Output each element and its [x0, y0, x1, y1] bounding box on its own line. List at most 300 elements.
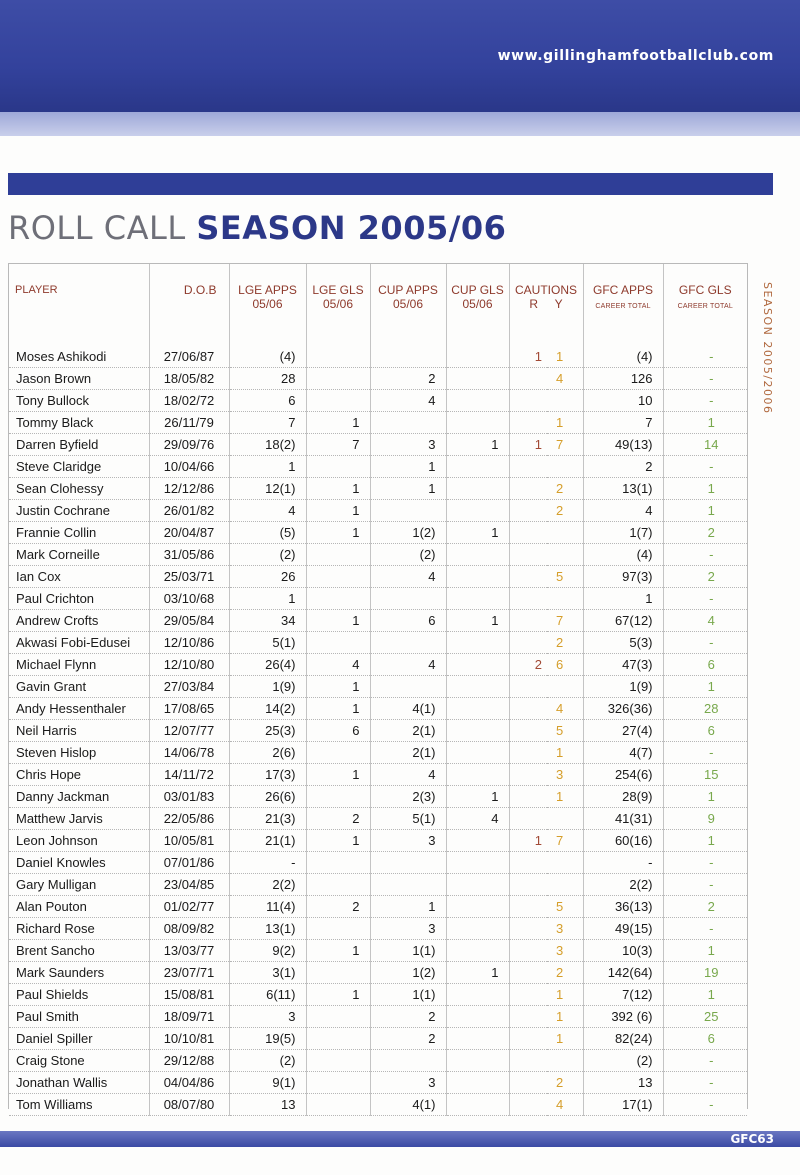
cell-cup-apps: 4 — [370, 764, 446, 786]
table-row — [9, 1006, 747, 1028]
cell-cup-gls — [446, 918, 509, 940]
cell-player: Matthew Jarvis — [9, 808, 149, 830]
cell-player: Ian Cox — [9, 566, 149, 588]
cell-lge-apps: (2) — [229, 1050, 306, 1072]
cell-cautions-yellow — [547, 676, 583, 698]
cell-dob: 17/08/65 — [149, 698, 229, 720]
table-row — [9, 940, 747, 962]
page-title — [8, 208, 506, 248]
cell-gfc-gls: - — [663, 918, 747, 940]
table-row — [9, 896, 747, 918]
cell-player: Paul Shields — [9, 984, 149, 1006]
cell-cup-gls — [446, 632, 509, 654]
cell-gfc-apps: (4) — [583, 544, 663, 566]
cell-player: Tommy Black — [9, 412, 149, 434]
cell-dob: 18/02/72 — [149, 390, 229, 412]
cell-gfc-gls: 1 — [663, 500, 747, 522]
cell-cup-apps — [370, 852, 446, 874]
cell-lge-gls — [306, 346, 370, 368]
cell-cup-apps: (2) — [370, 544, 446, 566]
cell-cup-gls: 1 — [446, 610, 509, 632]
cell-cautions-red — [509, 786, 547, 808]
cell-dob: 26/11/79 — [149, 412, 229, 434]
cell-dob: 03/01/83 — [149, 786, 229, 808]
cell-cautions-red — [509, 676, 547, 698]
cell-lge-apps: 25(3) — [229, 720, 306, 742]
cell-lge-gls — [306, 390, 370, 412]
cell-cup-apps: 1 — [370, 478, 446, 500]
cell-cup-gls — [446, 544, 509, 566]
table-row — [9, 962, 747, 984]
cell-cautions-red — [509, 1050, 547, 1072]
cell-lge-gls: 7 — [306, 434, 370, 456]
table-row — [9, 742, 747, 764]
cell-player: Neil Harris — [9, 720, 149, 742]
cell-lge-gls: 1 — [306, 500, 370, 522]
cell-player: Jonathan Wallis — [9, 1072, 149, 1094]
cell-gfc-apps: 1(7) — [583, 522, 663, 544]
cell-player: Darren Byfield — [9, 434, 149, 456]
cell-lge-gls: 1 — [306, 984, 370, 1006]
cell-cup-apps — [370, 874, 446, 896]
title-season: SEASON 2005/06 — [196, 209, 507, 247]
cell-cautions-red — [509, 984, 547, 1006]
cell-cup-gls — [446, 720, 509, 742]
cell-gfc-gls: 1 — [663, 984, 747, 1006]
cell-dob: 18/09/71 — [149, 1006, 229, 1028]
cell-player: Richard Rose — [9, 918, 149, 940]
cell-gfc-apps: 60(16) — [583, 830, 663, 852]
cell-gfc-gls: - — [663, 456, 747, 478]
cell-gfc-gls: 9 — [663, 808, 747, 830]
cell-cup-apps: 2(1) — [370, 720, 446, 742]
cell-cautions-yellow: 7 — [547, 434, 583, 456]
cell-gfc-apps: 82(24) — [583, 1028, 663, 1050]
cell-lge-gls: 1 — [306, 676, 370, 698]
header-lge-apps: LGE APPS 05/06 — [229, 264, 306, 346]
cell-player: Mark Saunders — [9, 962, 149, 984]
cell-cup-gls — [446, 1072, 509, 1094]
cell-cup-apps: 3 — [370, 1072, 446, 1094]
table-row — [9, 390, 747, 412]
cell-cautions-yellow: 6 — [547, 654, 583, 676]
cell-gfc-gls: 1 — [663, 786, 747, 808]
cell-cup-gls — [446, 1006, 509, 1028]
cell-lge-gls — [306, 544, 370, 566]
header-cautions: CAUTIONS R Y — [509, 264, 583, 346]
cell-cup-apps: 2(3) — [370, 786, 446, 808]
cell-dob: 03/10/68 — [149, 588, 229, 610]
cell-dob: 12/10/86 — [149, 632, 229, 654]
cell-cautions-yellow — [547, 874, 583, 896]
page-number: GFC63 — [730, 1132, 774, 1146]
cell-cautions-red — [509, 1072, 547, 1094]
cell-lge-apps: 3 — [229, 1006, 306, 1028]
table-row — [9, 984, 747, 1006]
cell-cautions-red — [509, 896, 547, 918]
cell-player: Daniel Knowles — [9, 852, 149, 874]
cell-lge-apps: - — [229, 852, 306, 874]
header-player: PLAYER — [15, 284, 58, 296]
cell-dob: 14/11/72 — [149, 764, 229, 786]
table-row — [9, 654, 747, 676]
table-row — [9, 566, 747, 588]
cell-cup-gls: 1 — [446, 522, 509, 544]
cell-cautions-red: 2 — [509, 654, 547, 676]
cell-cup-gls — [446, 368, 509, 390]
cell-lge-apps: 18(2) — [229, 434, 306, 456]
cell-lge-apps: 1 — [229, 588, 306, 610]
cell-cautions-red — [509, 698, 547, 720]
cell-player: Michael Flynn — [9, 654, 149, 676]
cell-dob: 31/05/86 — [149, 544, 229, 566]
header-band-fade — [0, 112, 800, 136]
header-cautions-r: R — [529, 297, 538, 311]
cell-cup-apps: 5(1) — [370, 808, 446, 830]
cell-cautions-red — [509, 1006, 547, 1028]
cell-cup-gls: 1 — [446, 786, 509, 808]
cell-lge-gls: 1 — [306, 830, 370, 852]
cell-gfc-gls: - — [663, 1094, 747, 1116]
table-row — [9, 434, 747, 456]
cell-lge-gls: 1 — [306, 610, 370, 632]
cell-player: Paul Smith — [9, 1006, 149, 1028]
cell-gfc-gls: 6 — [663, 654, 747, 676]
cell-cautions-yellow: 1 — [547, 742, 583, 764]
cell-cup-gls — [446, 676, 509, 698]
cell-cautions-red — [509, 852, 547, 874]
cell-cautions-yellow: 2 — [547, 478, 583, 500]
cell-lge-apps: 14(2) — [229, 698, 306, 720]
cell-lge-gls: 1 — [306, 478, 370, 500]
cell-dob: 12/07/77 — [149, 720, 229, 742]
cell-lge-apps: 1 — [229, 456, 306, 478]
cell-cup-gls — [446, 764, 509, 786]
table-row — [9, 874, 747, 896]
cell-cautions-yellow — [547, 1050, 583, 1072]
cell-lge-apps: 11(4) — [229, 896, 306, 918]
cell-lge-gls: 2 — [306, 896, 370, 918]
cell-dob: 14/06/78 — [149, 742, 229, 764]
table-row — [9, 918, 747, 940]
cell-cup-gls — [446, 654, 509, 676]
cell-cautions-yellow — [547, 522, 583, 544]
cell-gfc-gls: - — [663, 346, 747, 368]
cell-player: Leon Johnson — [9, 830, 149, 852]
cell-cup-apps: 2 — [370, 1028, 446, 1050]
cell-cautions-yellow — [547, 808, 583, 830]
cell-lge-apps: 28 — [229, 368, 306, 390]
cell-gfc-gls: 1 — [663, 478, 747, 500]
cell-lge-apps: (2) — [229, 544, 306, 566]
cell-gfc-apps: 36(13) — [583, 896, 663, 918]
cell-gfc-apps: 2(2) — [583, 874, 663, 896]
cell-dob: 12/10/80 — [149, 654, 229, 676]
cell-cup-apps: 4 — [370, 654, 446, 676]
cell-gfc-apps: 142(64) — [583, 962, 663, 984]
cell-cautions-red — [509, 874, 547, 896]
cell-cautions-yellow — [547, 852, 583, 874]
cell-cup-apps — [370, 588, 446, 610]
header-dob: D.O.B — [149, 264, 229, 346]
cell-cautions-red — [509, 390, 547, 412]
cell-cup-apps: 1(1) — [370, 940, 446, 962]
table-row — [9, 786, 747, 808]
cell-cautions-red — [509, 610, 547, 632]
cell-lge-gls: 2 — [306, 808, 370, 830]
cell-cup-gls — [446, 390, 509, 412]
cell-cautions-yellow: 5 — [547, 896, 583, 918]
cell-cautions-yellow: 2 — [547, 632, 583, 654]
cell-dob: 27/03/84 — [149, 676, 229, 698]
table-body — [9, 346, 747, 1116]
cell-gfc-apps: 392 (6) — [583, 1006, 663, 1028]
cell-lge-gls — [306, 368, 370, 390]
cell-gfc-gls: - — [663, 390, 747, 412]
cell-lge-gls: 6 — [306, 720, 370, 742]
table-row — [9, 698, 747, 720]
cell-gfc-apps: 7 — [583, 412, 663, 434]
cell-gfc-apps: 97(3) — [583, 566, 663, 588]
cell-dob: 27/06/87 — [149, 346, 229, 368]
cell-lge-apps: 3(1) — [229, 962, 306, 984]
cell-cautions-yellow: 1 — [547, 346, 583, 368]
cell-gfc-gls: - — [663, 544, 747, 566]
cell-lge-gls — [306, 1094, 370, 1116]
cell-lge-gls — [306, 1028, 370, 1050]
cell-cup-apps — [370, 676, 446, 698]
cell-gfc-gls: 6 — [663, 720, 747, 742]
title-divider-bar — [8, 173, 773, 195]
cell-cup-apps: 4(1) — [370, 1094, 446, 1116]
cell-cup-gls — [446, 1094, 509, 1116]
table-row — [9, 522, 747, 544]
cell-cautions-yellow: 1 — [547, 1006, 583, 1028]
table-row — [9, 346, 747, 368]
table-row — [9, 808, 747, 830]
cell-gfc-apps: 47(3) — [583, 654, 663, 676]
table-row — [9, 456, 747, 478]
cell-lge-apps: 13 — [229, 1094, 306, 1116]
cell-gfc-apps: 2 — [583, 456, 663, 478]
cell-gfc-gls: 6 — [663, 1028, 747, 1050]
cell-cup-gls — [446, 852, 509, 874]
cell-cautions-red — [509, 522, 547, 544]
cell-cautions-red: 1 — [509, 346, 547, 368]
cell-player: Sean Clohessy — [9, 478, 149, 500]
cell-lge-apps: 21(3) — [229, 808, 306, 830]
cell-lge-gls — [306, 632, 370, 654]
cell-dob: 29/12/88 — [149, 1050, 229, 1072]
cell-gfc-apps: 4(7) — [583, 742, 663, 764]
cell-cautions-yellow — [547, 588, 583, 610]
cell-cup-gls: 4 — [446, 808, 509, 830]
cell-cautions-yellow: 5 — [547, 566, 583, 588]
header-lge-gls: LGE GLS 05/06 — [306, 264, 370, 346]
cell-player: Steven Hislop — [9, 742, 149, 764]
cell-lge-apps: 12(1) — [229, 478, 306, 500]
cell-gfc-apps: 41(31) — [583, 808, 663, 830]
cell-lge-apps: 6(11) — [229, 984, 306, 1006]
cell-lge-apps: 5(1) — [229, 632, 306, 654]
cell-cup-apps — [370, 632, 446, 654]
cell-cup-apps: 4 — [370, 390, 446, 412]
cell-lge-gls — [306, 1072, 370, 1094]
cell-cup-apps: 1 — [370, 456, 446, 478]
table-row — [9, 610, 747, 632]
cell-cautions-yellow: 3 — [547, 940, 583, 962]
cell-dob: 13/03/77 — [149, 940, 229, 962]
header-cup-apps: CUP APPS 05/06 — [370, 264, 446, 346]
cell-player: Justin Cochrane — [9, 500, 149, 522]
cell-dob: 23/07/71 — [149, 962, 229, 984]
cell-gfc-apps: 254(6) — [583, 764, 663, 786]
cell-gfc-gls: - — [663, 874, 747, 896]
cell-cup-gls — [446, 500, 509, 522]
cell-dob: 01/02/77 — [149, 896, 229, 918]
cell-cup-apps: 1(2) — [370, 522, 446, 544]
cell-gfc-gls: - — [663, 632, 747, 654]
cell-lge-apps: (5) — [229, 522, 306, 544]
cell-gfc-apps: 10(3) — [583, 940, 663, 962]
cell-cautions-yellow: 1 — [547, 1028, 583, 1050]
cell-cup-gls — [446, 1050, 509, 1072]
cell-player: Alan Pouton — [9, 896, 149, 918]
cell-gfc-apps: (4) — [583, 346, 663, 368]
cell-player: Gavin Grant — [9, 676, 149, 698]
table-row — [9, 412, 747, 434]
table-row — [9, 544, 747, 566]
cell-cautions-yellow: 3 — [547, 764, 583, 786]
cell-cup-apps — [370, 500, 446, 522]
cell-lge-gls: 4 — [306, 654, 370, 676]
cell-lge-gls — [306, 742, 370, 764]
cell-cup-gls — [446, 566, 509, 588]
cell-gfc-apps: 49(15) — [583, 918, 663, 940]
cell-lge-gls: 1 — [306, 940, 370, 962]
cell-gfc-apps: 4 — [583, 500, 663, 522]
cell-player: Andrew Crofts — [9, 610, 149, 632]
cell-dob: 29/09/76 — [149, 434, 229, 456]
cell-lge-gls: 1 — [306, 698, 370, 720]
cell-dob: 12/12/86 — [149, 478, 229, 500]
cell-gfc-apps: 1 — [583, 588, 663, 610]
cell-cautions-yellow: 7 — [547, 610, 583, 632]
table-row — [9, 1072, 747, 1094]
cell-cautions-red — [509, 720, 547, 742]
cell-dob: 29/05/84 — [149, 610, 229, 632]
cell-gfc-gls: 19 — [663, 962, 747, 984]
cell-lge-gls — [306, 456, 370, 478]
cell-lge-apps: 21(1) — [229, 830, 306, 852]
cell-gfc-apps: 13 — [583, 1072, 663, 1094]
table-row — [9, 632, 747, 654]
cell-cautions-yellow: 4 — [547, 1094, 583, 1116]
header-gfc-gls: GFC GLS CAREER TOTAL — [663, 264, 747, 346]
cell-cautions-red — [509, 368, 547, 390]
cell-lge-gls — [306, 1006, 370, 1028]
cell-gfc-apps: - — [583, 852, 663, 874]
cell-player: Tony Bullock — [9, 390, 149, 412]
cell-lge-apps: 26(4) — [229, 654, 306, 676]
cell-dob: 08/09/82 — [149, 918, 229, 940]
cell-player: Akwasi Fobi-Edusei — [9, 632, 149, 654]
cell-dob: 22/05/86 — [149, 808, 229, 830]
cell-cautions-yellow: 1 — [547, 984, 583, 1006]
cell-lge-gls — [306, 566, 370, 588]
cell-gfc-apps: 17(1) — [583, 1094, 663, 1116]
cell-lge-gls: 1 — [306, 764, 370, 786]
cell-gfc-apps: 126 — [583, 368, 663, 390]
cell-cup-gls — [446, 984, 509, 1006]
cell-cautions-yellow — [547, 456, 583, 478]
cell-lge-apps: (4) — [229, 346, 306, 368]
header-cup-gls: CUP GLS 05/06 — [446, 264, 509, 346]
cell-cup-apps: 2(1) — [370, 742, 446, 764]
cell-gfc-apps: 7(12) — [583, 984, 663, 1006]
cell-cup-gls — [446, 346, 509, 368]
cell-gfc-apps: 67(12) — [583, 610, 663, 632]
cell-gfc-gls: - — [663, 1050, 747, 1072]
cell-cautions-red — [509, 962, 547, 984]
cell-cautions-yellow: 5 — [547, 720, 583, 742]
cell-cup-gls — [446, 874, 509, 896]
cell-dob: 10/05/81 — [149, 830, 229, 852]
cell-cautions-red — [509, 500, 547, 522]
cell-lge-apps: 7 — [229, 412, 306, 434]
cell-cautions-yellow: 1 — [547, 786, 583, 808]
cell-cup-gls — [446, 478, 509, 500]
cell-lge-gls — [306, 852, 370, 874]
side-season-label: SEASON 2005/2006 — [761, 282, 774, 415]
cell-cup-apps: 3 — [370, 830, 446, 852]
cell-gfc-gls: 1 — [663, 830, 747, 852]
cell-lge-apps: 9(2) — [229, 940, 306, 962]
footer-band — [0, 1131, 800, 1147]
cell-dob: 23/04/85 — [149, 874, 229, 896]
cell-gfc-gls: 4 — [663, 610, 747, 632]
cell-lge-gls: 1 — [306, 522, 370, 544]
cell-cautions-red — [509, 566, 547, 588]
cell-lge-apps: 26 — [229, 566, 306, 588]
cell-cautions-yellow: 1 — [547, 412, 583, 434]
cell-cup-gls: 1 — [446, 434, 509, 456]
cell-cautions-red — [509, 632, 547, 654]
cell-cautions-yellow: 4 — [547, 698, 583, 720]
cell-dob: 18/05/82 — [149, 368, 229, 390]
table-row — [9, 368, 747, 390]
cell-lge-apps: 26(6) — [229, 786, 306, 808]
cell-gfc-gls: - — [663, 742, 747, 764]
cell-cautions-red — [509, 918, 547, 940]
cell-gfc-gls: 28 — [663, 698, 747, 720]
cell-dob: 04/04/86 — [149, 1072, 229, 1094]
cell-gfc-apps: (2) — [583, 1050, 663, 1072]
cell-gfc-apps: 49(13) — [583, 434, 663, 456]
cell-dob: 10/04/66 — [149, 456, 229, 478]
cell-player: Craig Stone — [9, 1050, 149, 1072]
cell-player: Mark Corneille — [9, 544, 149, 566]
cell-dob: 10/10/81 — [149, 1028, 229, 1050]
cell-cautions-red — [509, 456, 547, 478]
cell-cautions-red — [509, 808, 547, 830]
cell-dob: 20/04/87 — [149, 522, 229, 544]
cell-player: Steve Claridge — [9, 456, 149, 478]
cell-player: Frannie Collin — [9, 522, 149, 544]
cell-gfc-gls: 2 — [663, 896, 747, 918]
roll-call-table — [9, 264, 747, 1116]
cell-cup-apps — [370, 346, 446, 368]
